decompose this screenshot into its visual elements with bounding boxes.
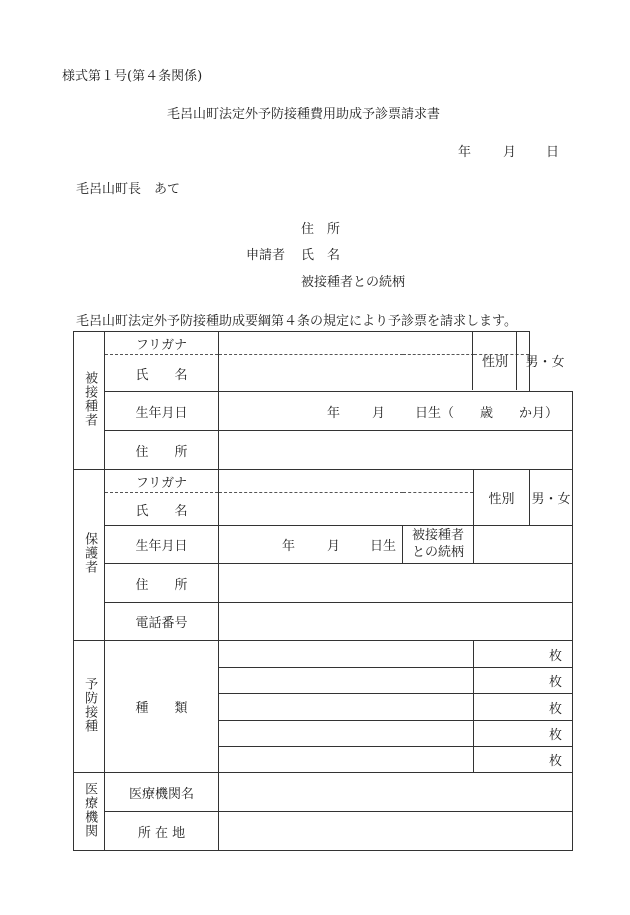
vaccinee-section-label: 被接種者 (74, 332, 105, 470)
date-day-label: 日 (546, 145, 560, 160)
request-statement: 毛呂山町法定外予防接種助成要綱第４条の規定により予診票を請求します。 (76, 314, 517, 329)
vaccinee-birth-year: 年 (326, 405, 340, 421)
guardian-phone-field[interactable] (219, 603, 573, 641)
vaccinee-age-months: か月） (519, 405, 559, 421)
guardian-birthdate-field[interactable] (219, 526, 403, 564)
vaccination-type-field-4[interactable] (219, 721, 474, 747)
guardian-relation-field[interactable] (474, 526, 573, 564)
guardian-address-label: 住 所 (105, 564, 219, 603)
date-year-label: 年 (458, 145, 472, 160)
vaccination-sheet-count-3[interactable]: 枚 (474, 694, 573, 721)
guardian-gender-options[interactable]: 男・女 (530, 470, 573, 526)
guardian-birth-day: 日生 (369, 539, 396, 554)
vaccination-section-label: 予防接種 (74, 641, 105, 773)
vaccination-type-field-3[interactable] (219, 694, 474, 721)
vaccinee-address-field[interactable] (219, 431, 573, 470)
guardian-address-field[interactable] (219, 564, 573, 603)
applicant-address-label: 住 所 (301, 222, 341, 237)
vaccinee-name-label: 氏 名 (105, 355, 219, 392)
vaccination-type-field-1[interactable] (219, 641, 474, 668)
addressee: 毛呂山町長 あて (76, 182, 181, 197)
vaccinee-birthdate-label: 生年月日 (105, 392, 219, 431)
vaccination-type-label: 種 類 (105, 641, 219, 773)
guardian-section-label: 保護者 (74, 470, 105, 641)
vaccination-sheet-count-5[interactable]: 枚 (474, 747, 573, 773)
document-title: 毛呂山町法定外予防接種費用助成予診票請求書 (167, 107, 441, 122)
vaccinee-address-label: 住 所 (105, 431, 219, 470)
vaccinee-gender-label-cell: 性別 (472, 331, 517, 390)
guardian-gender-label: 性別 (474, 470, 530, 526)
guardian-relation-label: 被接種者 との続柄 (403, 526, 474, 564)
vaccination-sheet-count-2[interactable]: 枚 (474, 668, 573, 694)
medical-location-label: 所 在 地 (105, 812, 219, 851)
vaccination-type-field-5[interactable] (219, 747, 474, 773)
form-number: 様式第１号(第４条関係) (62, 69, 203, 84)
vaccination-type-field-2[interactable] (219, 668, 474, 694)
guardian-furigana-field[interactable] (219, 470, 474, 493)
request-form-table (73, 331, 573, 851)
medical-section-label: 医療機関 (74, 773, 105, 851)
guardian-phone-label: 電話番号 (105, 603, 219, 641)
vaccinee-birth-day: 日生（ (414, 405, 454, 421)
medical-location-field[interactable] (219, 812, 573, 851)
vaccinee-gender-options[interactable]: 男・女 (516, 331, 573, 390)
vaccinee-birth-month: 月 (371, 405, 385, 421)
guardian-furigana-label: フリガナ (105, 470, 219, 493)
guardian-birth-year: 年 (281, 539, 295, 554)
guardian-birth-month: 月 (326, 539, 340, 554)
vaccinee-age-years: 歳 (479, 405, 493, 421)
guardian-name-field[interactable] (219, 493, 474, 526)
medical-institution-field[interactable] (219, 773, 573, 812)
guardian-name-label: 氏 名 (105, 493, 219, 526)
guardian-birthdate-label: 生年月日 (105, 526, 219, 564)
applicant-relation-label: 被接種者との続柄 (301, 275, 406, 290)
vaccination-sheet-count-4[interactable]: 枚 (474, 721, 573, 747)
applicant-label: 申請者 (246, 248, 286, 263)
vaccination-sheet-count-1[interactable]: 枚 (474, 641, 573, 668)
date-month-label: 月 (503, 145, 517, 160)
vaccinee-furigana-label: フリガナ (105, 332, 219, 355)
applicant-name-label: 氏 名 (301, 248, 341, 263)
vaccinee-birthdate-field[interactable] (219, 392, 573, 431)
medical-institution-label: 医療機関名 (105, 773, 219, 812)
